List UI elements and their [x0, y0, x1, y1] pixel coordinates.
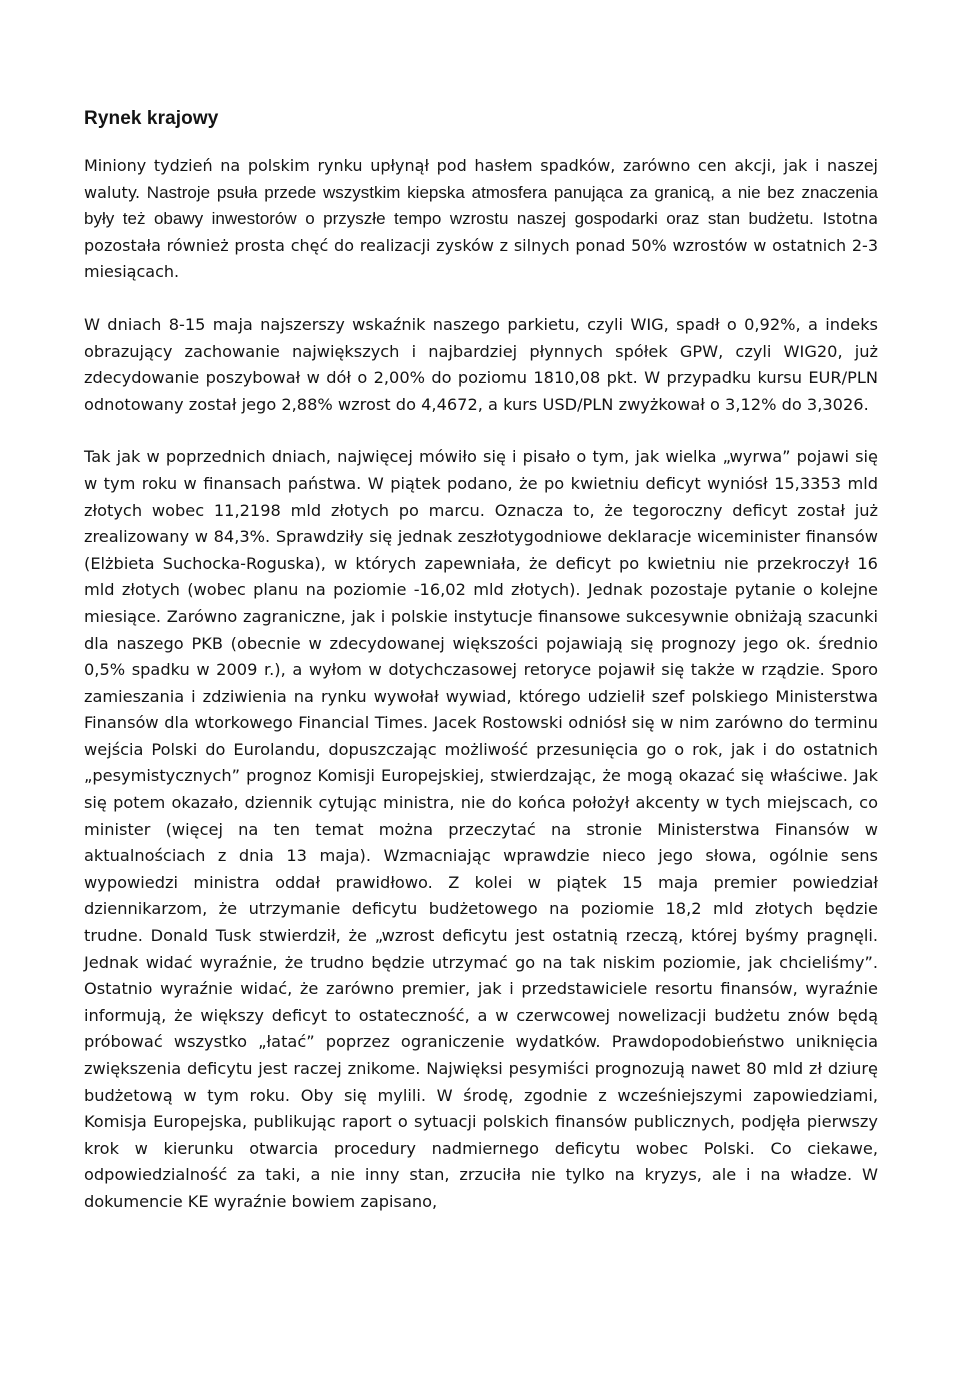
sentence: W przypadku kursu EUR/PLN odnotowany został jego 2,88% wzrost do 4,4672, a kurs USD/PLN zwyżkował o 3,12% do 3,3026. [84, 368, 878, 414]
sentence: Istotna pozostała również prosta chęć do realizacji zysków z silnych ponad 50% wzrostów w ostatnich 2-3 miesiącach. [84, 209, 879, 282]
sentence: Prawdopodobieństwo uniknięcia zwiększenia deficytu jest raczej znikome. [84, 1032, 878, 1078]
sentence: Miniony tydzień na polskim rynku upłynął pod hasłem spadków, zarówno cen akcji, jak i naszej waluty. [84, 156, 878, 202]
sentence: Jacek Rostowski odniósł się w nim zarówno do terminu wejścia Polski do Eurolandu, dopuszczając możliwość przesunięcia go o rok, jak i do ostatnich „pesymistycznych” prognoz Komisji Europejskiej, stwierdzając, że mogą okazać się właściwe. [84, 713, 878, 786]
sentence: W środę, zgodnie z wcześniejszymi zapowiedziami, Komisja Europejska, publikując raport o sytuacji polskich finansów publicznych, podjęła pierwszy krok w kierunku otwarcia procedury nadmiernego deficytu wobec Polski. [84, 1085, 878, 1158]
sentence: Ostatnio wyraźnie widać, że zarówno premier, jak i przedstawiciele resortu finansów, wyraźnie informują, że większy deficyt to ostateczność, a w czerwcowej nowelizacji budżetu znów będą próbować wszystko „łatać” poprzez ograniczenie wydatków. [84, 979, 878, 1052]
sentence: W dokumencie KE wyraźnie bowiem zapisano, [84, 1165, 878, 1211]
sentence: Wzmacniając wprawdzie nieco jego słowa, ogólnie sens wypowiedzi ministra oddał prawidłowo. [84, 846, 878, 892]
sentence: Tak jak w poprzednich dniach, najwięcej mówiło się i pisało o tym, jak wielka „wyrwa” pojawi się w tym roku w finansach państwa. [84, 447, 878, 493]
sentence: Donald Tusk stwierdził, że „wzrost deficytu jest ostatnią rzeczą, której byśmy pragnęli. [142, 926, 878, 946]
section-heading: Rynek krajowy [84, 108, 219, 129]
sentence: Co ciekawe, odpowiedzialność za taki, a nie inny stan, zrzuciła nie tylko na kryzys, ale i na władze. [84, 1138, 878, 1185]
sentence: Sprawdziły się jednak zeszłotygodniowe deklaracje wiceminister finansów (Elżbieta Suchocka-Roguska), w których zapewniała, że deficyt po kwietniu nie przekroczył 16 mld złotych (wobec planu na poziomie -16,02 mld złotych). [84, 527, 878, 600]
sentence: Oby się mylili. [290, 1085, 426, 1105]
sentence: Sporo zamieszania i zdziwienia na rynku wywołał wywiad, którego udzielił szef polskiego Ministerstwa Finansów dla wtorkowego Financial Times. [84, 660, 878, 733]
paragraph-intro [84, 153, 878, 286]
sentence: Nastroje psuła przede wszystkim kiepska atmosfera panująca za granicą, a nie bez znaczenia były też obawy inwestorów o przyszłe tempo wzrostu naszej gospodarki oraz stan budżetu. [84, 182, 878, 229]
sentence: Jak się potem okazało, dziennik cytując ministra, nie do końca położył akcenty w tych miejscach, co minister (więcej na ten temat można przeczytać na stronie Ministerstwa Finansów w aktualnościach z dnia 13 maja). [84, 766, 878, 866]
paragraph-budget-deficit [84, 444, 878, 1215]
sentence: Zarówno zagraniczne, jak i polskie instytucje finansowe sukcesywnie obniżają szacunki dla naszego PKB (obecnie w zdecydowanej większości pojawiają się prognozy jego ok. średnio 0,5% spadku w 2009 r.), a wyłom w dotychczasowej retoryce pojawił się także w rządzie. [84, 606, 878, 680]
sentence: W piątek podano, że po kwietniu deficyt wyniósł 15,3353 mld złotych wobec 11,2198 mld złotych po marcu. [84, 473, 878, 520]
sentence: Oznacza to, że tegoroczny deficyt został już zrealizowany w 84,3%. [84, 500, 879, 547]
sentence: Najwięksi pesymiści prognozują nawet 80 mld zł dziurę budżetową w tym roku. [84, 1059, 878, 1105]
paragraph-market-indices [84, 312, 878, 418]
sentence: W dniach 8-15 maja najszerszy wskaźnik naszego parkietu, czyli WIG, spadł o 0,92%, a indeks obrazujący zachowanie największych i najbardziej płynnych spółek GPW, czyli WIG20, już zdecydowanie poszybował w dół o 2,00% do poziomu 1810,08 pkt. [84, 314, 878, 388]
sentence: Jednak widać wyraźnie, że trudno będzie utrzymać go na tak niskim poziomie, jak chcieliśmy”. [84, 952, 878, 972]
document-page [84, 106, 878, 1216]
sentence: Z kolei w piątek 15 maja premier powiedział dziennikarzom, że utrzymanie deficytu budżetowego na poziomie 18,2 mld złotych będzie trudne. [84, 872, 878, 946]
sentence: Jednak pozostaje pytanie o kolejne miesiące. [84, 580, 879, 626]
